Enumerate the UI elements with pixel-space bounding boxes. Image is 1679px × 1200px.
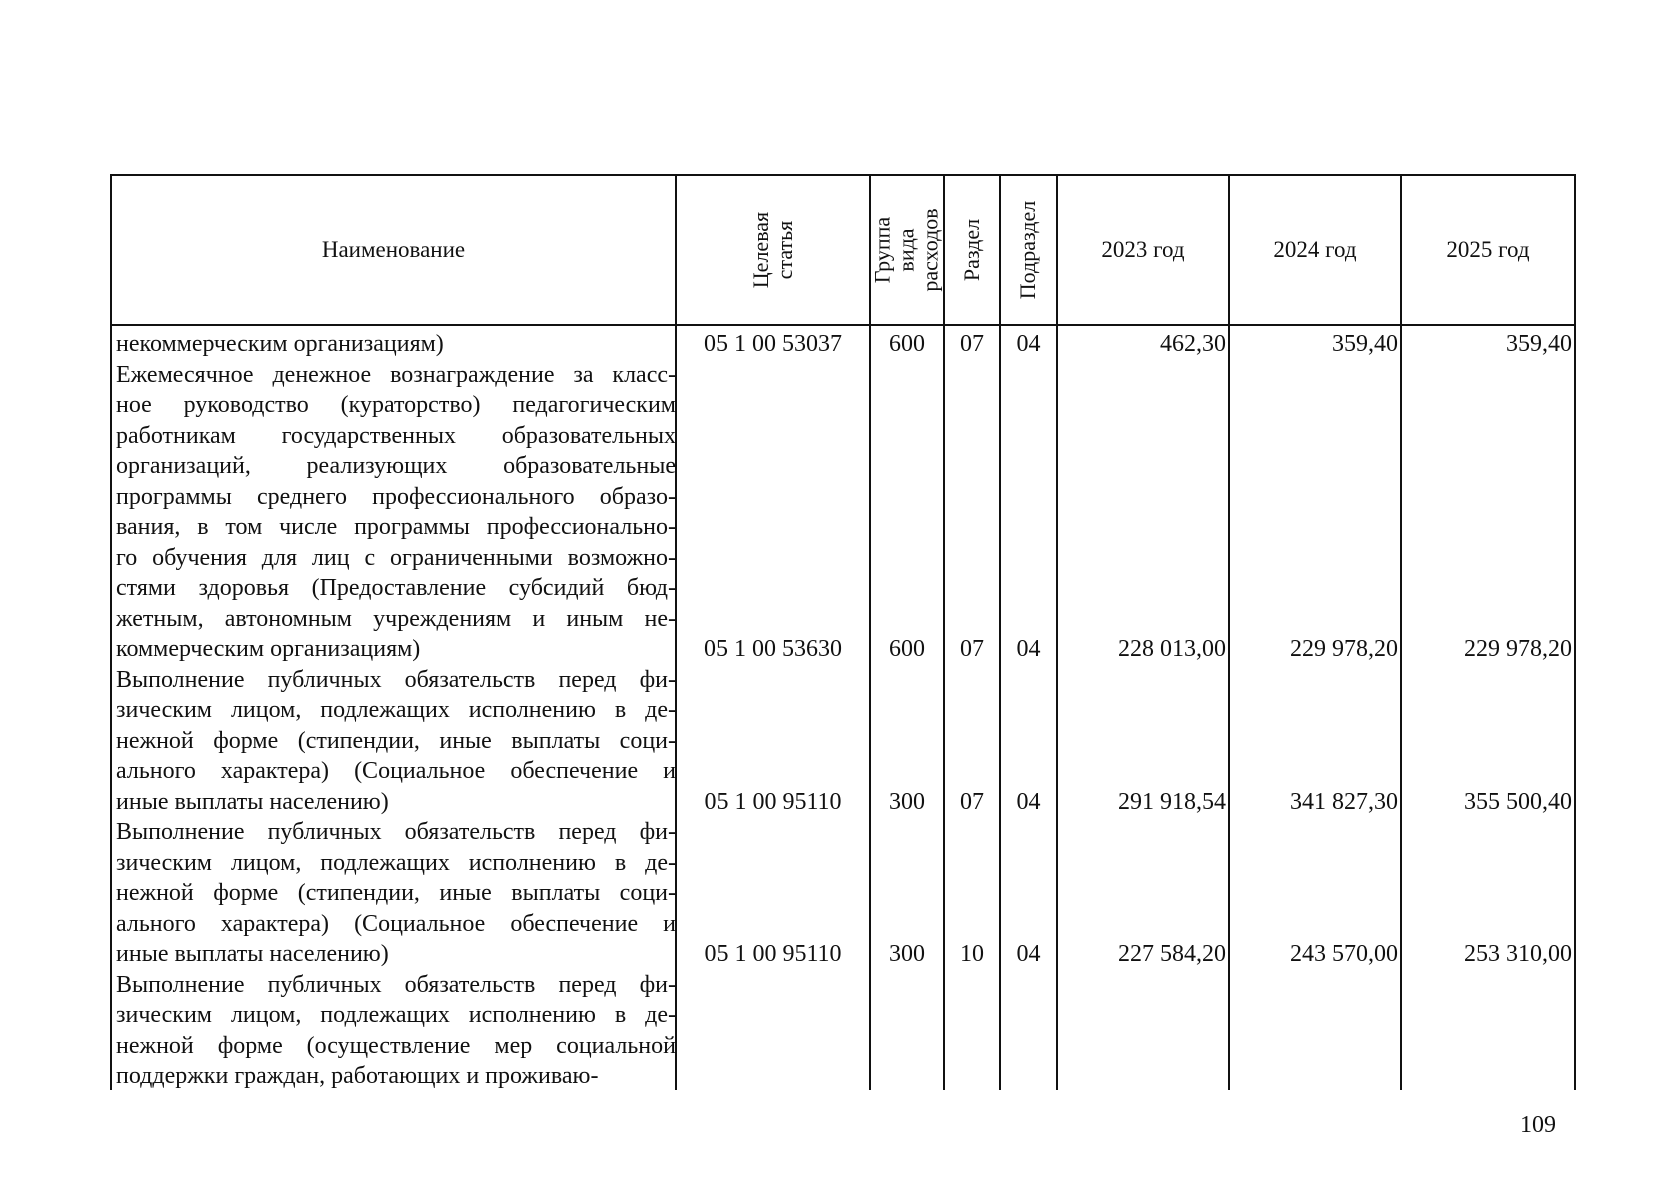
row-name-line: вания, в том числе программы профессионально- <box>116 514 676 540</box>
header-2025 <box>1402 176 1574 324</box>
row-y2025: 253 310,00 <box>1464 941 1572 967</box>
row-section: 10 <box>960 941 984 967</box>
row-name-line: коммерческим организациям) <box>116 636 421 662</box>
header-section-label: Раздел <box>959 218 985 282</box>
row-name-line: ное руководство (кураторство) педагогическим <box>116 392 676 418</box>
row-name-line: поддержки граждан, работающих и проживаю- <box>116 1063 599 1089</box>
row-name-line: жетным, автономным учреждениям и иным не- <box>116 605 676 632</box>
row-name-line: зическим лицом, подлежащих исполнению в де- <box>116 1002 676 1028</box>
row-name-line: нежной форме (осуществление мер социальной <box>116 1032 676 1059</box>
page-number: 109 <box>1520 1112 1556 1138</box>
header-name-label: Наименование <box>321 237 466 262</box>
row-name-line: Выполнение публичных обязательств перед фи- <box>116 819 676 845</box>
header-subsection <box>1001 176 1056 324</box>
row-name-line: некоммерческим организациям) <box>116 331 444 357</box>
row-section: 07 <box>960 331 984 357</box>
row-y2023: 228 013,00 <box>1118 636 1226 662</box>
row-name-line: зическим лицом, подлежащих исполнению в де- <box>116 849 676 876</box>
row-name <box>116 817 676 970</box>
row-name-line: иные выплаты населению) <box>116 788 389 815</box>
row-group: 600 <box>889 636 925 662</box>
header-bottom-border <box>110 324 1576 326</box>
row-y2025: 359,40 <box>1506 331 1572 357</box>
header-expense-group-label: Группа вида расходов <box>870 208 943 292</box>
header-name <box>112 176 675 324</box>
row-y2024: 229 978,20 <box>1290 636 1398 662</box>
row-code: 05 1 00 53630 <box>704 636 842 662</box>
row-group: 300 <box>889 941 925 967</box>
row-name-line: Выполнение публичных обязательств перед фи- <box>116 971 676 998</box>
row-name-line: ального характера) (Социальное обеспечение и <box>116 758 676 784</box>
row-subsection: 04 <box>1016 636 1041 662</box>
row-name-line: программы среднего профессионального образо- <box>116 483 676 510</box>
row-y2023: 227 584,20 <box>1118 941 1226 967</box>
header-subsection-label: Подраздел <box>1015 200 1041 300</box>
row-name-line: иные выплаты населению) <box>116 941 389 967</box>
row-name-line: ального характера) (Социальное обеспечение и <box>116 910 676 937</box>
row-group: 600 <box>889 331 925 357</box>
row-subsection: 04 <box>1016 788 1041 815</box>
header-2024 <box>1230 176 1400 324</box>
row-y2024: 243 570,00 <box>1290 941 1398 967</box>
row-code: 05 1 00 53037 <box>704 331 842 357</box>
row-name-line: организаций, реализующих образовательные <box>116 453 676 479</box>
row-name-line: работникам государственных образовательных <box>116 422 676 449</box>
row-name-line: Ежемесячное денежное вознаграждение за класс- <box>116 361 676 388</box>
row-name-line: Выполнение публичных обязательств перед фи- <box>116 666 676 693</box>
row-group: 300 <box>889 788 925 815</box>
row-name-line: го обучения для лиц с ограниченными возможно- <box>116 544 676 571</box>
row-subsection: 04 <box>1016 941 1041 967</box>
row-name <box>116 329 676 360</box>
row-name <box>116 360 676 665</box>
header-target-article <box>677 176 869 324</box>
table-right-border <box>1574 174 1576 1090</box>
header-section <box>945 176 999 324</box>
row-y2024: 341 827,30 <box>1290 788 1398 815</box>
row-y2025: 229 978,20 <box>1464 636 1572 662</box>
row-name <box>116 970 676 1092</box>
header-2023-label: 2023 год <box>1101 237 1185 262</box>
row-y2025: 355 500,40 <box>1464 788 1572 815</box>
row-code: 05 1 00 95110 <box>704 788 842 815</box>
row-name-line: стями здоровья (Предоставление субсидий бюд- <box>116 575 676 601</box>
row-code: 05 1 00 95110 <box>704 941 842 967</box>
row-name-line: зическим лицом, подлежащих исполнению в де- <box>116 697 676 723</box>
budget-table <box>110 174 1576 1090</box>
header-target-article-label: Целевая статья <box>748 211 797 289</box>
row-subsection: 04 <box>1016 331 1041 357</box>
row-name-line: нежной форме (стипендии, иные выплаты соци- <box>116 880 676 906</box>
row-name-line: нежной форме (стипендии, иные выплаты соци- <box>116 727 676 754</box>
header-2023 <box>1058 176 1228 324</box>
row-name <box>116 665 676 818</box>
row-section: 07 <box>960 636 984 662</box>
header-2024-label: 2024 год <box>1273 237 1357 262</box>
header-2025-label: 2025 год <box>1446 237 1530 262</box>
row-y2023: 462,30 <box>1160 331 1226 357</box>
row-y2024: 359,40 <box>1332 331 1398 357</box>
row-y2023: 291 918,54 <box>1118 788 1226 815</box>
row-section: 07 <box>960 788 984 815</box>
header-expense-group <box>871 176 943 324</box>
